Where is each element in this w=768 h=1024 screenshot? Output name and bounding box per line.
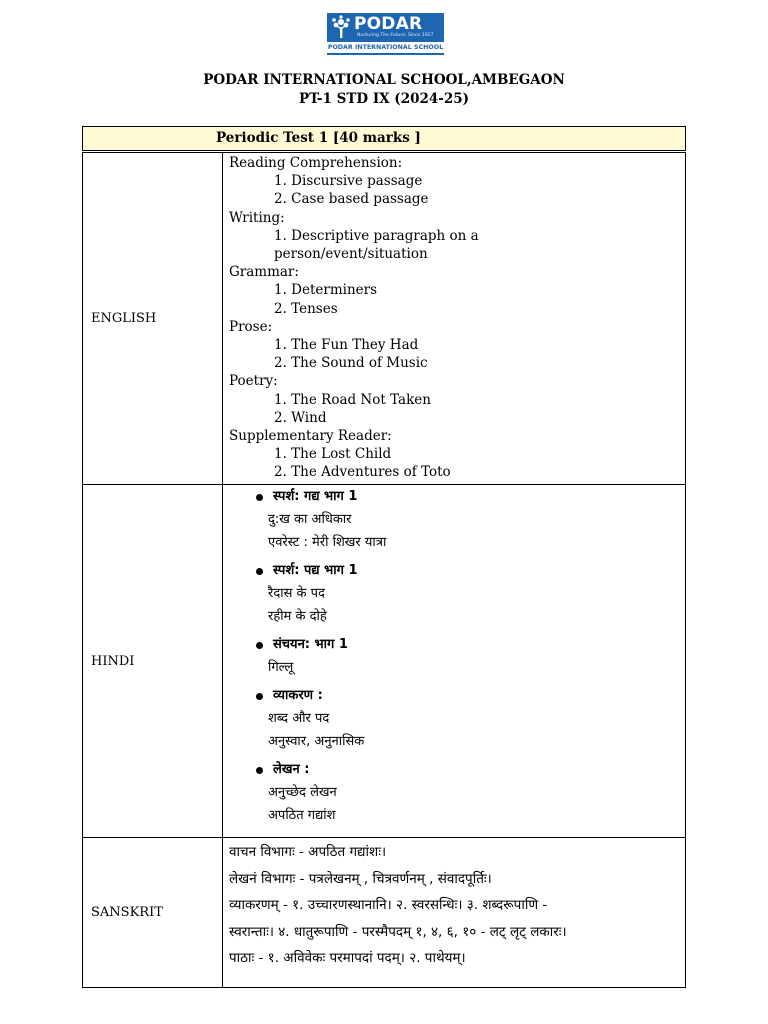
- hindi-section-title: स्पर्श: गद्य भाग 1: [273, 489, 358, 504]
- syllabus-table: [82, 152, 686, 988]
- table-row-english: [83, 153, 686, 485]
- syllabus-item: 1. The Road Not Taken: [274, 391, 431, 408]
- table-row-hindi: [83, 485, 686, 838]
- hindi-section-title: व्याकरण :: [273, 688, 323, 703]
- subject-english: ENGLISH: [83, 153, 223, 485]
- hindi-item: रैदास के पद: [268, 586, 325, 601]
- syllabus-item: 1. The Lost Child: [274, 446, 392, 463]
- syllabus-item: 1. Discursive passage: [274, 173, 423, 190]
- school-logo: [327, 13, 444, 56]
- hindi-item: अपठित गद्यांश: [268, 808, 336, 823]
- periodic-test-banner: [82, 126, 686, 151]
- logo-subtitle: PODAR INTERNATIONAL SCHOOL: [327, 44, 444, 51]
- logo-tagline: Nurturing The Future. Since 1927: [357, 33, 434, 38]
- english-syllabus: [223, 153, 686, 485]
- tree-icon: [330, 15, 352, 40]
- bullet-icon: [256, 767, 263, 774]
- subject-sanskrit: SANSKRIT: [83, 838, 223, 988]
- hindi-sections: [229, 486, 679, 827]
- hindi-section-heading: [229, 560, 679, 582]
- logo-underline: [327, 53, 444, 55]
- syllabus-item: person/event/situation: [274, 246, 428, 263]
- hindi-section-title: लेखन :: [273, 762, 310, 777]
- sanskrit-item: स्वरान्ताः। ४. धातुरूपाणि - परस्मैपदम् १, ४, ६, १० - लट् लृट् लकारः।: [229, 923, 567, 940]
- sanskrit-lines: [229, 839, 679, 972]
- hindi-item: रहीम के दोहे: [268, 609, 327, 624]
- syllabus-item: 2. The Sound of Music: [274, 355, 428, 372]
- syllabus-section-heading: Poetry:: [229, 373, 278, 390]
- syllabus-section-heading: Grammar:: [229, 264, 299, 281]
- hindi-item: एवरेस्ट : मेरी शिखर यात्रा: [268, 535, 387, 550]
- syllabus-section-heading: Supplementary Reader:: [229, 428, 392, 445]
- hindi-item: गिल्लू: [268, 660, 294, 675]
- syllabus-item: 2. The Adventures of Toto: [274, 464, 451, 481]
- hindi-section-heading: [229, 759, 679, 781]
- english-lines: [229, 154, 679, 482]
- bullet-icon: [256, 568, 263, 575]
- hindi-section-heading: [229, 486, 679, 508]
- logo-name: PODAR: [354, 14, 423, 34]
- hindi-section-heading: [229, 685, 679, 707]
- syllabus-item: 1. The Fun They Had: [274, 337, 419, 354]
- hindi-syllabus: [223, 485, 686, 838]
- exam-title: PT-1 STD IX (2024-25): [298, 91, 470, 107]
- bullet-icon: [256, 693, 263, 700]
- hindi-item: अनुच्छेद लेखन: [268, 785, 337, 800]
- table-row-sanskrit: [83, 838, 686, 988]
- hindi-item: अनुस्वार, अनुनासिक: [268, 734, 365, 749]
- syllabus-section-heading: Reading Comprehension:: [229, 155, 403, 171]
- hindi-item: शब्द और पद: [268, 711, 330, 726]
- sanskrit-syllabus: [223, 838, 686, 988]
- hindi-section-heading: [229, 634, 679, 656]
- subject-hindi: HINDI: [83, 485, 223, 838]
- sanskrit-item: व्याकरणम् - १. उच्चारणस्थानानि। २. स्वरसन्धिः। ३. शब्दरूपाणि -: [229, 897, 548, 913]
- hindi-item: दु:ख का अधिकार: [268, 512, 352, 527]
- syllabus-item: 1. Descriptive paragraph on a: [274, 227, 479, 244]
- syllabus-section-heading: Writing:: [229, 209, 285, 226]
- sanskrit-item: वाचन विभागः - अपठित गद्यांशः।: [229, 844, 387, 860]
- syllabus-item: 2. Tenses: [274, 300, 338, 317]
- syllabus-item: 2. Wind: [274, 409, 327, 426]
- school-title: PODAR INTERNATIONAL SCHOOL,AMBEGAON: [203, 72, 565, 88]
- hindi-section-title: स्पर्श: पद्य भाग 1: [273, 563, 358, 578]
- logo-banner: [327, 13, 444, 42]
- syllabus-item: 1. Determiners: [274, 282, 378, 299]
- banner-label: Periodic Test 1 [40 marks ]: [216, 130, 421, 146]
- sanskrit-item: पाठाः - १. अविवेकः परमापदां पदम्। २. पाथेयम्।: [229, 950, 466, 966]
- bullet-icon: [256, 642, 263, 649]
- bullet-icon: [256, 494, 263, 501]
- syllabus-section-heading: Prose:: [229, 318, 273, 335]
- hindi-section-title: संचयन: भाग 1: [273, 637, 348, 652]
- sanskrit-item: लेखनं विभागः - पत्रलेखनम् , चित्रवर्णनम् , संवादपूर्तिः।: [229, 870, 492, 887]
- syllabus-item: 2. Case based passage: [274, 191, 429, 208]
